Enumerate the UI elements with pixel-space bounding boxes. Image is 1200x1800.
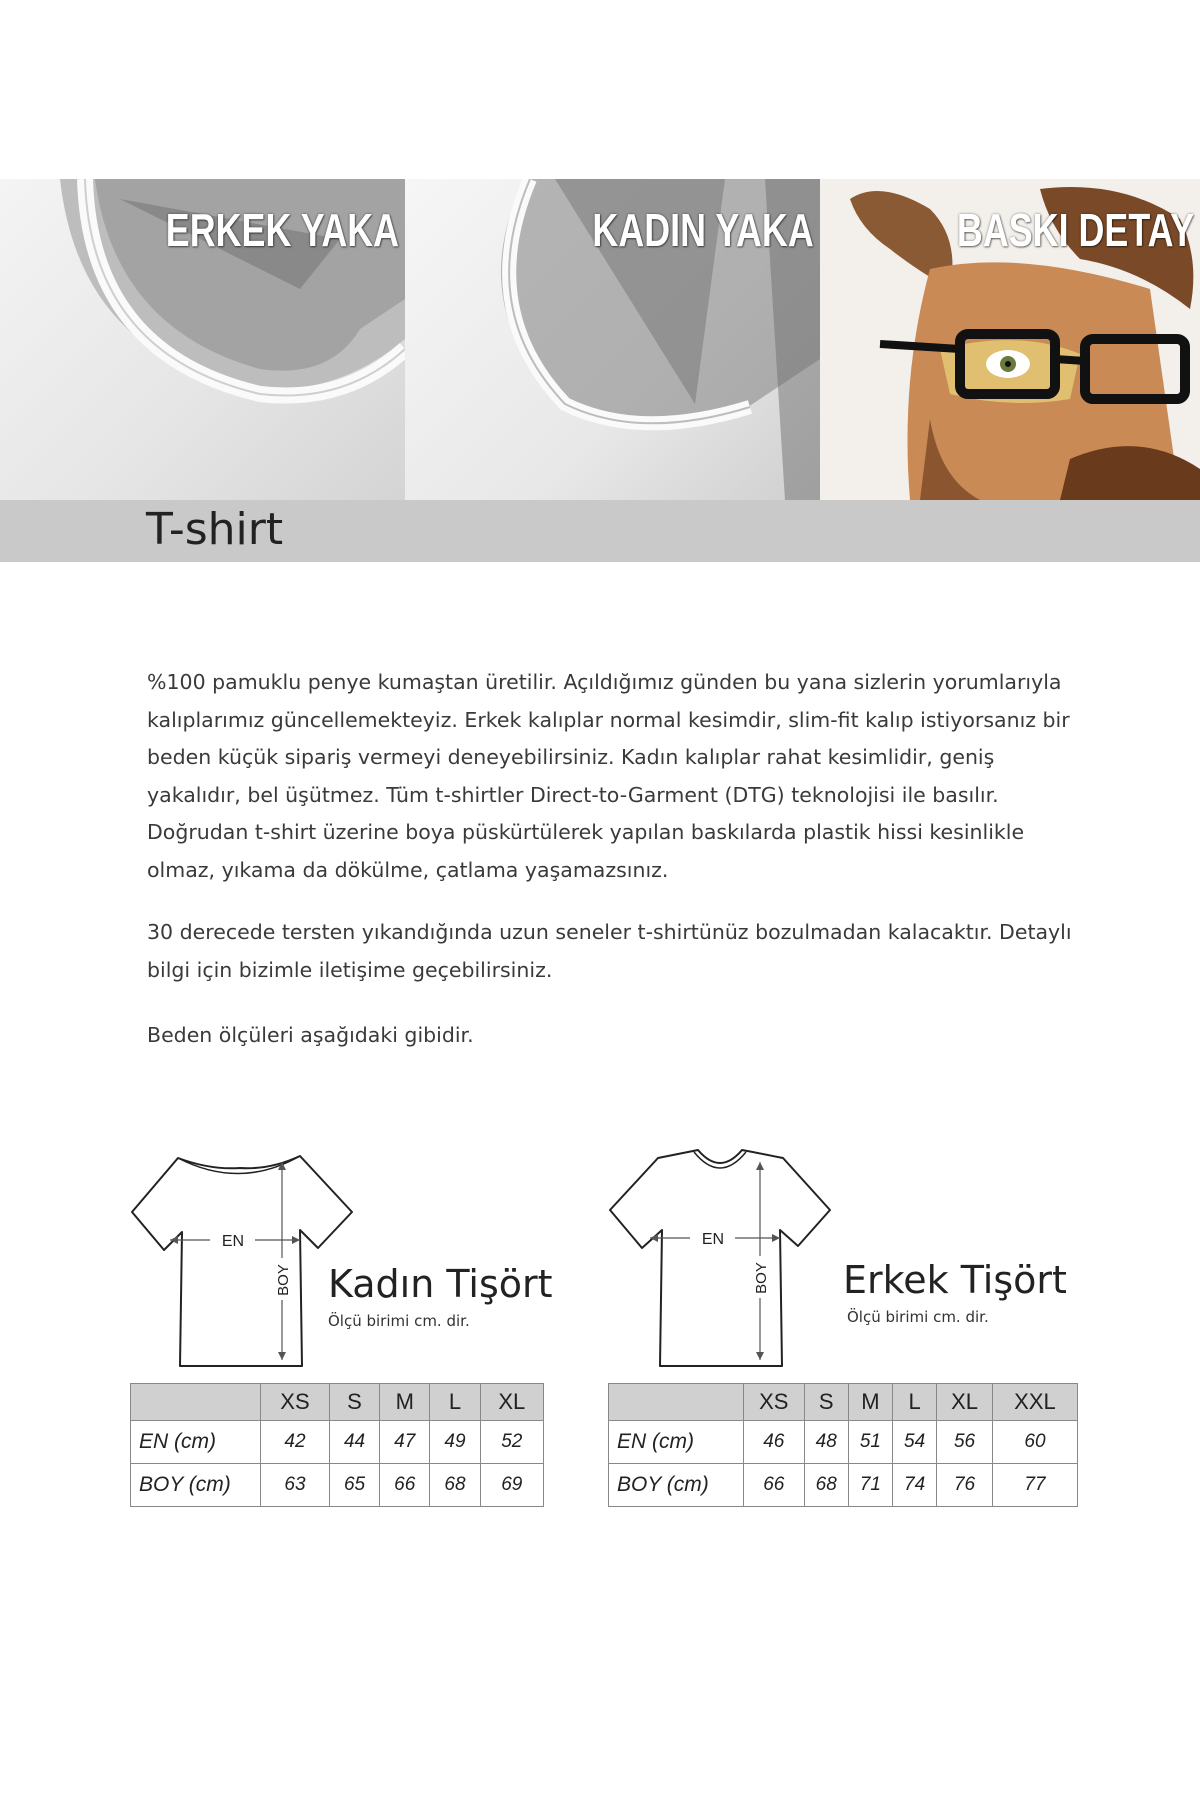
table-cell: 76 (937, 1464, 993, 1507)
erkek-yaka-panel (0, 179, 405, 500)
men-en-label: EN (701, 1231, 725, 1248)
men-chart-title: Erkek Tişört (843, 1258, 1067, 1302)
table-row (609, 1421, 1078, 1464)
size-header: M (848, 1384, 892, 1421)
description-paragraph-1: %100 pamuklu penye kumaştan üretilir. Açıldığımız günden bu yana sizlerin yorumlarıyla kalıplarımız güncellemekteyiz. Erkek kalıplar normal kesimdir, slim-fit kalıp istiyorsanız bir beden küçük sipariş vermeyi deneyebilirsiniz. Kadın kalıplar rahat kesimlidir, geniş yakalıdır, bel üşütmez. Tüm t-shirtler Direct-to-Garment (DTG) teknolojisi ile basılır. Doğrudan t-shirt üzerine boya püskürtülerek yapılan baskılarda plastik hissi kesinlikle olmaz, yıkama da dökülme, çatlama yaşamazsınız. (147, 670, 1070, 882)
table-cell: 49 (430, 1421, 480, 1464)
women-size-table (130, 1383, 544, 1507)
kadin-yaka-panel (405, 179, 820, 500)
table-row (131, 1464, 544, 1507)
table-cell: 68 (430, 1464, 480, 1507)
row-label: BOY (cm) (131, 1464, 261, 1507)
erkek-yaka-label: ERKEK YAKA (165, 204, 399, 256)
table-cell: 52 (480, 1421, 543, 1464)
kadin-yaka-label: KADIN YAKA (592, 204, 814, 256)
table-corner-cell (131, 1384, 261, 1421)
size-header: XXL (992, 1384, 1077, 1421)
women-chart-subtitle: Ölçü birimi cm. dir. (328, 1312, 470, 1330)
baski-detay-panel (820, 179, 1200, 500)
page-title: T-shirt (146, 504, 284, 555)
table-header-row (131, 1384, 544, 1421)
size-header: M (380, 1384, 430, 1421)
banner (0, 179, 1200, 500)
size-header: XL (480, 1384, 543, 1421)
table-cell: 56 (937, 1421, 993, 1464)
size-header: XS (261, 1384, 330, 1421)
men-boy-label: BOY (753, 1262, 770, 1294)
men-size-table (608, 1383, 1078, 1507)
size-header: XL (937, 1384, 993, 1421)
table-cell: 74 (892, 1464, 936, 1507)
women-en-label: EN (221, 1233, 245, 1250)
table-cell: 66 (380, 1464, 430, 1507)
row-label: EN (cm) (609, 1421, 744, 1464)
table-cell: 42 (261, 1421, 330, 1464)
row-label: EN (cm) (131, 1421, 261, 1464)
table-cell: 51 (848, 1421, 892, 1464)
description-paragraph-2: 30 derecede tersten yıkandığında uzun seneler t-shirtünüz bozulmadan kalacaktır. Detaylı bilgi için bizimle iletişime geçebilirsiniz. (147, 920, 1072, 982)
table-cell: 63 (261, 1464, 330, 1507)
women-chart-title: Kadın Tişört (328, 1262, 553, 1306)
baski-detay-label: BASKI DETAY (956, 204, 1194, 256)
title-bar (0, 500, 1200, 562)
table-cell: 48 (804, 1421, 848, 1464)
table-cell: 44 (329, 1421, 379, 1464)
size-header: XS (744, 1384, 805, 1421)
table-cell: 66 (744, 1464, 805, 1507)
table-cell: 68 (804, 1464, 848, 1507)
description-paragraph-3: Beden ölçüleri aşağıdaki gibidir. (147, 1023, 474, 1047)
table-cell: 54 (892, 1421, 936, 1464)
table-row (609, 1464, 1078, 1507)
table-cell: 69 (480, 1464, 543, 1507)
size-header: S (329, 1384, 379, 1421)
men-chart-subtitle: Ölçü birimi cm. dir. (847, 1308, 989, 1326)
table-cell: 65 (329, 1464, 379, 1507)
women-tshirt-diagram (130, 1150, 355, 1370)
table-cell: 47 (380, 1421, 430, 1464)
table-row (131, 1421, 544, 1464)
table-corner-cell (609, 1384, 744, 1421)
table-cell: 46 (744, 1421, 805, 1464)
table-cell: 71 (848, 1464, 892, 1507)
table-cell: 60 (992, 1421, 1077, 1464)
table-cell: 77 (992, 1464, 1077, 1507)
row-label: BOY (cm) (609, 1464, 744, 1507)
size-header: L (892, 1384, 936, 1421)
men-tshirt-diagram (608, 1148, 833, 1370)
women-boy-label: BOY (275, 1264, 292, 1296)
size-header: L (430, 1384, 480, 1421)
table-header-row (609, 1384, 1078, 1421)
size-header: S (804, 1384, 848, 1421)
